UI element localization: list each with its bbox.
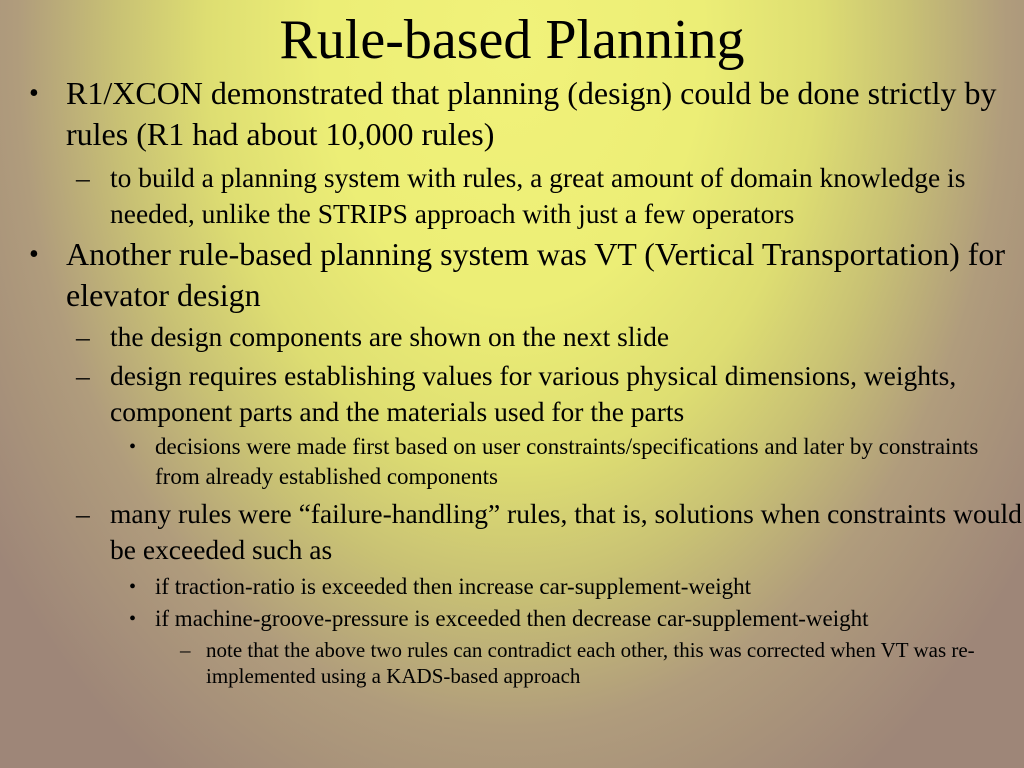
bullet-text: the design components are shown on the next slide [110,321,670,352]
bullet-text: if machine-groove-pressure is exceeded then decrease car-supplement-weight [155,606,869,631]
bullet-text: Another rule-based planning system was VT (Vertical Transportation) for elevator design [66,236,1006,313]
slide-title: Rule-based Planning [279,9,745,71]
bullet-marker: • [29,78,39,109]
bullet-r1-xcon [0,73,1024,155]
bullet-marker: • [129,436,137,458]
bullet-vt-system [0,234,1024,316]
bullet-text: many rules were “failure-handling” rules, that is, solutions when constraints would be exceeded such as [110,498,1022,565]
sub-sub-bullet-decisions [0,432,1024,492]
sub-sub-bullet-groove-pressure [0,604,1024,634]
sub-bullet-design-components [0,319,1024,355]
sub-sub-bullet-traction-ratio [0,572,1024,602]
sub-bullet-failure-handling [0,496,1024,568]
sub-bullet-domain-knowledge [0,160,1024,232]
bullet-marker: • [129,576,137,598]
slide-body [0,72,1024,689]
sub-bullet-design-values [0,358,1024,430]
bullet-marker: – [76,321,90,352]
bullet-marker: – [76,162,90,193]
bullet-text: decisions were made first based on user constraints/specifications and later by constraints from already established components [155,434,979,489]
bullet-text: to build a planning system with rules, a great amount of domain knowledge is needed, unlike the STRIPS approach with just a few operators [110,162,966,229]
bullet-text: design requires establishing values for various physical dimensions, weights, component parts and the materials used for the parts [110,360,957,427]
bullet-text: if traction-ratio is exceeded then increase car-supplement-weight [155,574,751,599]
bullet-text: note that the above two rules can contradict each other, this was corrected when VT was re-implemented using a KADS-based approach [206,638,975,688]
bullet-marker: – [180,638,191,662]
bullet-marker: • [29,239,39,270]
bullet-text: R1/XCON demonstrated that planning (design) could be done strictly by rules (R1 had about 10,000 rules) [66,75,997,152]
bullet-marker: – [76,360,90,391]
note-bullet-contradiction [0,637,1024,689]
bullet-marker: – [76,498,90,529]
bullet-marker: • [129,608,137,630]
